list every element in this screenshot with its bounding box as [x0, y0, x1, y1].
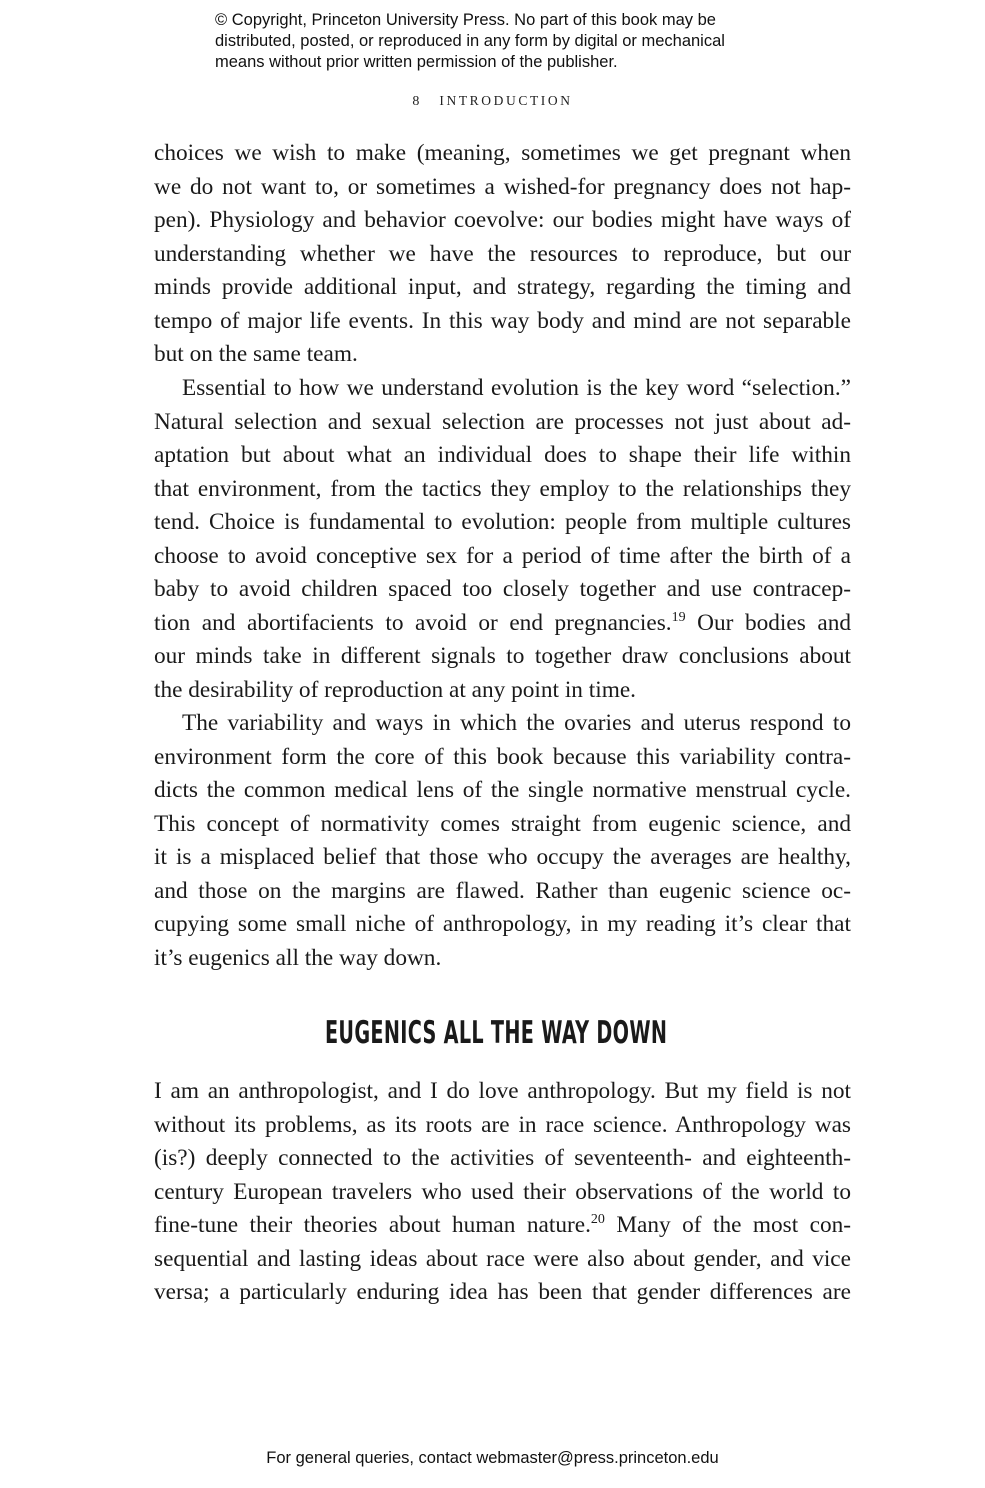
text-line: tend. Choice is fundamental to evolution: people from multiple cultures: [154, 509, 851, 536]
text-line: pen). Physiology and behavior coevolve: our bodies might have ways of: [154, 207, 851, 234]
text-line: cupying some small niche of anthropology, in my reading it’s clear that: [154, 911, 851, 938]
text-line: aptation but about what an individual does to shape their life within: [154, 442, 851, 469]
text-line: tempo of major life events. In this way body and mind are not separable: [154, 307, 851, 334]
section-heading: EUGENICS ALL THE WAY DOWN: [324, 1015, 668, 1051]
text-line: minds provide additional input, and strategy, regarding the timing and: [154, 274, 851, 301]
text-segment: Our bodies and: [685, 609, 851, 636]
text-line: dicts the common medical lens of the single normative menstrual cycle.: [154, 777, 851, 804]
paragraph: [154, 707, 851, 975]
paragraph: [154, 372, 851, 707]
text-line: Natural selection and sexual selection are processes not just about ad-: [154, 408, 851, 435]
text-line: [154, 1209, 851, 1243]
footnote-ref[interactable]: 19: [671, 609, 686, 625]
text-line: that environment, from the tactics they employ to the relationships they: [154, 475, 851, 502]
paragraph: [154, 1075, 851, 1310]
footnote-ref[interactable]: 20: [590, 1212, 605, 1228]
text-line: versa; a particularly enduring idea has been that gender differences are: [154, 1279, 851, 1306]
text-line: The variability and ways in which the ovaries and uterus respond to: [182, 710, 851, 736]
text-line: century European travelers who used their observations of the world to: [154, 1178, 851, 1205]
text-line: [154, 607, 851, 641]
text-line: I am an anthropologist, and I do love anthropology. But my field is not: [154, 1078, 851, 1104]
text-line: sequential and lasting ideas about race were also about gender, and vice: [154, 1245, 851, 1272]
text-line: environment form the core of this book because this variability contra-: [154, 743, 851, 770]
text-segment: Many of the most con-: [604, 1212, 851, 1239]
text-line: we do not want to, or sometimes a wished-for pregnancy does not hap-: [154, 173, 851, 200]
text-segment: tion and abortifacients to avoid or end pregnancies.: [154, 609, 672, 636]
text-line: without its problems, as its roots are in race science. Anthropology was: [154, 1111, 851, 1138]
copyright-line: means without prior written permission of the publisher.: [215, 53, 618, 71]
paragraph: [154, 137, 851, 372]
page-number: 8: [412, 94, 420, 109]
text-line: our minds take in different signals to together draw conclusions about: [154, 643, 851, 670]
copyright-notice: [215, 10, 815, 73]
text-line: understanding whether we have the resources to reproduce, but our: [154, 240, 851, 267]
text-line: and those on the margins are flawed. Rather than eugenic science oc-: [154, 877, 851, 904]
text-line: choices we wish to make (meaning, sometimes we get pregnant when: [154, 140, 851, 166]
copyright-line: distributed, posted, or reproduced in any form by digital or mechanical: [215, 32, 725, 50]
text-segment: fine-tune their theories about human nature.: [154, 1212, 591, 1239]
text-line: it is a misplaced belief that those who occupy the averages are healthy,: [154, 844, 851, 871]
text-line: the desirability of reproduction at any point in time.: [154, 676, 636, 703]
chapter-title: INTRODUCTION: [439, 93, 573, 108]
text-line: baby to avoid children spaced too closely together and use contracep-: [154, 576, 851, 603]
copyright-line: © Copyright, Princeton University Press. No part of this book may be: [215, 11, 716, 29]
text-line: Essential to how we understand evolution is the key word “selection.”: [182, 375, 851, 401]
text-line: it’s eugenics all the way down.: [154, 944, 442, 971]
text-line: but on the same team.: [154, 341, 358, 368]
text-line: This concept of normativity comes straight from eugenic science, and: [154, 810, 851, 837]
footer-contact: For general queries, contact webmaster@press.princeton.edu: [266, 1449, 719, 1467]
running-head: [0, 93, 985, 110]
text-line: (is?) deeply connected to the activities of seventeenth- and eighteenth-: [154, 1145, 851, 1172]
text-line: choose to avoid conceptive sex for a period of time after the birth of a: [154, 542, 851, 569]
